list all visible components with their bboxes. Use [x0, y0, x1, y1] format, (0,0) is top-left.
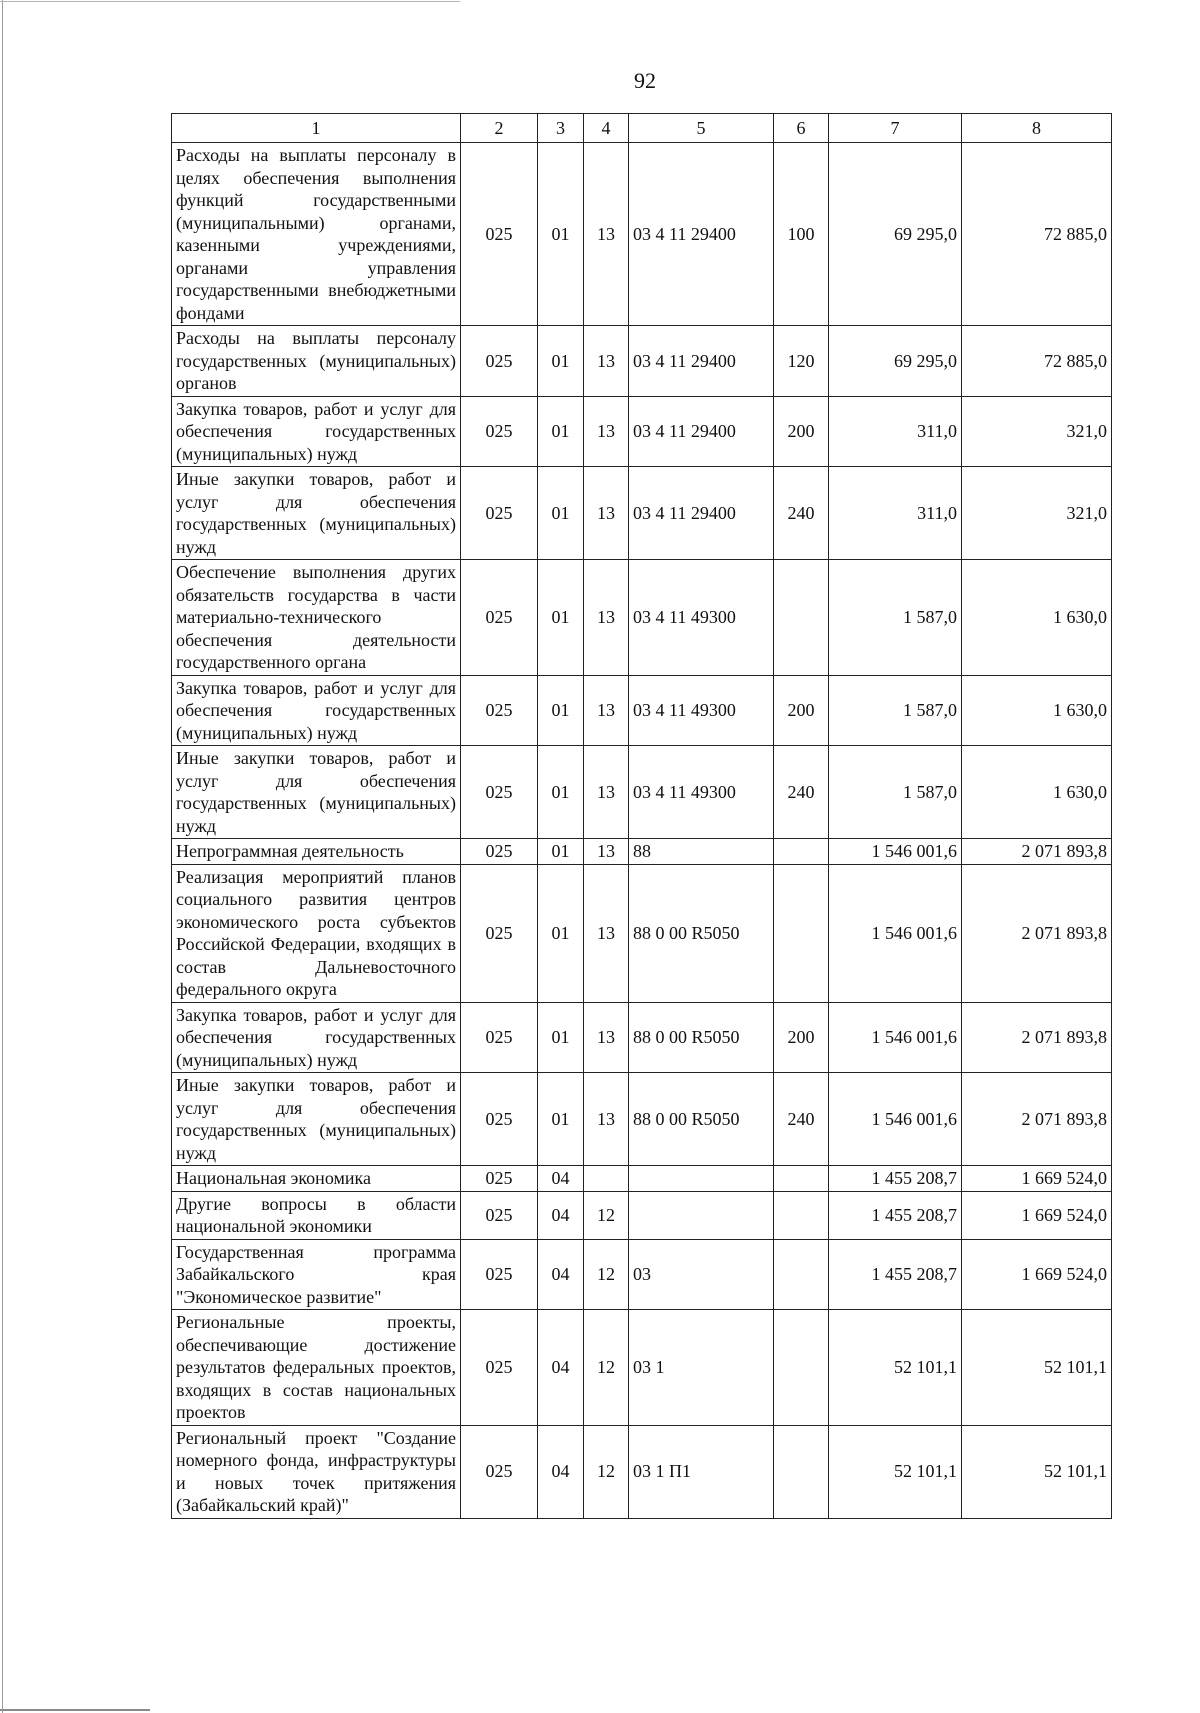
amount-year1-cell: 69 295,0: [829, 143, 962, 326]
amount-year1-cell: 1 455 208,7: [829, 1191, 962, 1239]
subsection-code-cell: 13: [584, 326, 629, 397]
amount-year2-cell: 2 071 893,8: [962, 839, 1112, 865]
subsection-code-cell: 13: [584, 864, 629, 1002]
amount-year1-cell: 1 587,0: [829, 560, 962, 676]
section-code-cell: 01: [538, 560, 584, 676]
section-code-cell: 01: [538, 675, 584, 746]
amount-year1-cell: 1 587,0: [829, 675, 962, 746]
amount-year2-cell: 72 885,0: [962, 143, 1112, 326]
subsection-code-cell: 12: [584, 1191, 629, 1239]
ministry-code-cell: 025: [461, 675, 538, 746]
target-article-cell: 88 0 00 R5050: [629, 864, 774, 1002]
subsection-code-cell: 13: [584, 560, 629, 676]
amount-year1-cell: 1 546 001,6: [829, 864, 962, 1002]
table-row: [172, 1002, 1112, 1073]
table-row: [172, 560, 1112, 676]
expense-name-cell: Расходы на выплаты персоналу в целях обеспечения выполнения функций государственными (муниципальными) органами, казенными учреждениями, органами управления государственными внебюджетными фондами: [172, 143, 461, 326]
amount-year1-cell: 311,0: [829, 467, 962, 560]
subsection-code-cell: 12: [584, 1310, 629, 1426]
column-header-4: 4: [584, 114, 629, 143]
ministry-code-cell: 025: [461, 326, 538, 397]
amount-year2-cell: 72 885,0: [962, 326, 1112, 397]
expense-name-cell: Государственная программа Забайкальского края "Экономическое развитие": [172, 1239, 461, 1310]
table-row: [172, 746, 1112, 839]
expense-type-cell: 200: [774, 396, 829, 467]
expense-type-cell: [774, 560, 829, 676]
section-code-cell: 01: [538, 467, 584, 560]
table-row: [172, 864, 1112, 1002]
ministry-code-cell: 025: [461, 467, 538, 560]
expense-name-cell: Обеспечение выполнения других обязательств государства в части материально-технического обеспечения деятельности государственного органа: [172, 560, 461, 676]
amount-year2-cell: 1 669 524,0: [962, 1239, 1112, 1310]
amount-year1-cell: 1 546 001,6: [829, 1073, 962, 1166]
expense-name-cell: Иные закупки товаров, работ и услуг для обеспечения государственных (муниципальных) нужд: [172, 1073, 461, 1166]
target-article-cell: 03 4 11 49300: [629, 560, 774, 676]
expense-type-cell: [774, 1166, 829, 1192]
header-row: [172, 114, 1112, 143]
amount-year1-cell: 1 455 208,7: [829, 1166, 962, 1192]
amount-year1-cell: 69 295,0: [829, 326, 962, 397]
amount-year2-cell: 1 630,0: [962, 675, 1112, 746]
ministry-code-cell: 025: [461, 1002, 538, 1073]
expense-type-cell: 100: [774, 143, 829, 326]
section-code-cell: 01: [538, 864, 584, 1002]
table-row: [172, 1191, 1112, 1239]
amount-year1-cell: 52 101,1: [829, 1310, 962, 1426]
table-row: [172, 1166, 1112, 1192]
column-header-3: 3: [538, 114, 584, 143]
amount-year2-cell: 1 669 524,0: [962, 1166, 1112, 1192]
ministry-code-cell: 025: [461, 746, 538, 839]
section-code-cell: 04: [538, 1310, 584, 1426]
ministry-code-cell: 025: [461, 1073, 538, 1166]
section-code-cell: 01: [538, 839, 584, 865]
table-row: [172, 326, 1112, 397]
table-row: [172, 839, 1112, 865]
ministry-code-cell: 025: [461, 1166, 538, 1192]
table-row: [172, 1073, 1112, 1166]
column-header-5: 5: [629, 114, 774, 143]
expense-name-cell: Региональный проект "Создание номерного фонда, инфраструктуры и новых точек притяжения (Забайкальский край)": [172, 1425, 461, 1518]
subsection-code-cell: 13: [584, 675, 629, 746]
table-row: [172, 1239, 1112, 1310]
budget-table: [171, 113, 1112, 1519]
ministry-code-cell: 025: [461, 1425, 538, 1518]
target-article-cell: 03 4 11 29400: [629, 143, 774, 326]
table-row: [172, 1310, 1112, 1426]
expense-type-cell: 240: [774, 1073, 829, 1166]
amount-year2-cell: 2 071 893,8: [962, 864, 1112, 1002]
table-row: [172, 143, 1112, 326]
ministry-code-cell: 025: [461, 839, 538, 865]
ministry-code-cell: 025: [461, 1239, 538, 1310]
expense-type-cell: [774, 1310, 829, 1426]
subsection-code-cell: 13: [584, 746, 629, 839]
expense-name-cell: Закупка товаров, работ и услуг для обеспечения государственных (муниципальных) нужд: [172, 1002, 461, 1073]
ministry-code-cell: 025: [461, 1310, 538, 1426]
subsection-code-cell: 13: [584, 1073, 629, 1166]
amount-year2-cell: 2 071 893,8: [962, 1002, 1112, 1073]
table-header: [172, 114, 1112, 143]
target-article-cell: 03 4 11 29400: [629, 467, 774, 560]
column-header-1: 1: [172, 114, 461, 143]
expense-name-cell: Закупка товаров, работ и услуг для обеспечения государственных (муниципальных) нужд: [172, 396, 461, 467]
table-row: [172, 675, 1112, 746]
amount-year2-cell: 52 101,1: [962, 1425, 1112, 1518]
table-body: [172, 143, 1112, 1519]
expense-name-cell: Непрограммная деятельность: [172, 839, 461, 865]
scan-edge-bottom: [0, 1709, 150, 1711]
ministry-code-cell: 025: [461, 143, 538, 326]
amount-year1-cell: 52 101,1: [829, 1425, 962, 1518]
expense-type-cell: 120: [774, 326, 829, 397]
page-number: 92: [634, 68, 656, 93]
expense-name-cell: Иные закупки товаров, работ и услуг для обеспечения государственных (муниципальных) нужд: [172, 467, 461, 560]
amount-year1-cell: 1 587,0: [829, 746, 962, 839]
target-article-cell: 03 4 11 29400: [629, 326, 774, 397]
target-article-cell: 88 0 00 R5050: [629, 1073, 774, 1166]
expense-name-cell: Региональные проекты, обеспечивающие достижение результатов федеральных проектов, входящих в состав национальных проектов: [172, 1310, 461, 1426]
table-row: [172, 396, 1112, 467]
expense-type-cell: [774, 1425, 829, 1518]
amount-year1-cell: 1 546 001,6: [829, 1002, 962, 1073]
subsection-code-cell: 12: [584, 1239, 629, 1310]
expense-type-cell: [774, 1191, 829, 1239]
column-header-6: 6: [774, 114, 829, 143]
expense-type-cell: [774, 1239, 829, 1310]
amount-year2-cell: 321,0: [962, 467, 1112, 560]
column-header-2: 2: [461, 114, 538, 143]
amount-year2-cell: 1 669 524,0: [962, 1191, 1112, 1239]
scan-edge-top: [0, 1, 460, 2]
target-article-cell: 88: [629, 839, 774, 865]
expense-name-cell: Иные закупки товаров, работ и услуг для обеспечения государственных (муниципальных) нужд: [172, 746, 461, 839]
subsection-code-cell: 13: [584, 1002, 629, 1073]
expense-type-cell: 240: [774, 467, 829, 560]
target-article-cell: 03 4 11 29400: [629, 396, 774, 467]
section-code-cell: 04: [538, 1191, 584, 1239]
ministry-code-cell: 025: [461, 1191, 538, 1239]
target-article-cell: 03 4 11 49300: [629, 675, 774, 746]
amount-year1-cell: 311,0: [829, 396, 962, 467]
target-article-cell: 03 1: [629, 1310, 774, 1426]
subsection-code-cell: [584, 1166, 629, 1192]
amount-year2-cell: 2 071 893,8: [962, 1073, 1112, 1166]
expense-type-cell: 200: [774, 675, 829, 746]
target-article-cell: 88 0 00 R5050: [629, 1002, 774, 1073]
ministry-code-cell: 025: [461, 396, 538, 467]
section-code-cell: 04: [538, 1425, 584, 1518]
section-code-cell: 01: [538, 1073, 584, 1166]
target-article-cell: 03 1 П1: [629, 1425, 774, 1518]
expense-type-cell: [774, 864, 829, 1002]
target-article-cell: 03 4 11 49300: [629, 746, 774, 839]
expense-name-cell: Реализация мероприятий планов социального развития центров экономического роста субъектов Российской Федерации, входящих в состав Дальневосточного федерального округа: [172, 864, 461, 1002]
amount-year2-cell: 52 101,1: [962, 1310, 1112, 1426]
subsection-code-cell: 13: [584, 143, 629, 326]
expense-name-cell: Закупка товаров, работ и услуг для обеспечения государственных (муниципальных) нужд: [172, 675, 461, 746]
subsection-code-cell: 13: [584, 467, 629, 560]
expense-type-cell: 240: [774, 746, 829, 839]
subsection-code-cell: 13: [584, 396, 629, 467]
expense-type-cell: [774, 839, 829, 865]
amount-year2-cell: 1 630,0: [962, 746, 1112, 839]
ministry-code-cell: 025: [461, 560, 538, 676]
expense-name-cell: Расходы на выплаты персоналу государственных (муниципальных) органов: [172, 326, 461, 397]
amount-year2-cell: 321,0: [962, 396, 1112, 467]
column-header-7: 7: [829, 114, 962, 143]
amount-year1-cell: 1 455 208,7: [829, 1239, 962, 1310]
ministry-code-cell: 025: [461, 864, 538, 1002]
section-code-cell: 01: [538, 396, 584, 467]
table-row: [172, 467, 1112, 560]
section-code-cell: 01: [538, 746, 584, 839]
expense-name-cell: Национальная экономика: [172, 1166, 461, 1192]
section-code-cell: 01: [538, 326, 584, 397]
expense-name-cell: Другие вопросы в области национальной экономики: [172, 1191, 461, 1239]
section-code-cell: 04: [538, 1239, 584, 1310]
table-row: [172, 1425, 1112, 1518]
scan-edge-left: [2, 0, 3, 1713]
target-article-cell: [629, 1191, 774, 1239]
section-code-cell: 04: [538, 1166, 584, 1192]
column-header-8: 8: [962, 114, 1112, 143]
target-article-cell: 03: [629, 1239, 774, 1310]
amount-year1-cell: 1 546 001,6: [829, 839, 962, 865]
target-article-cell: [629, 1166, 774, 1192]
subsection-code-cell: 12: [584, 1425, 629, 1518]
subsection-code-cell: 13: [584, 839, 629, 865]
section-code-cell: 01: [538, 143, 584, 326]
amount-year2-cell: 1 630,0: [962, 560, 1112, 676]
expense-type-cell: 200: [774, 1002, 829, 1073]
section-code-cell: 01: [538, 1002, 584, 1073]
